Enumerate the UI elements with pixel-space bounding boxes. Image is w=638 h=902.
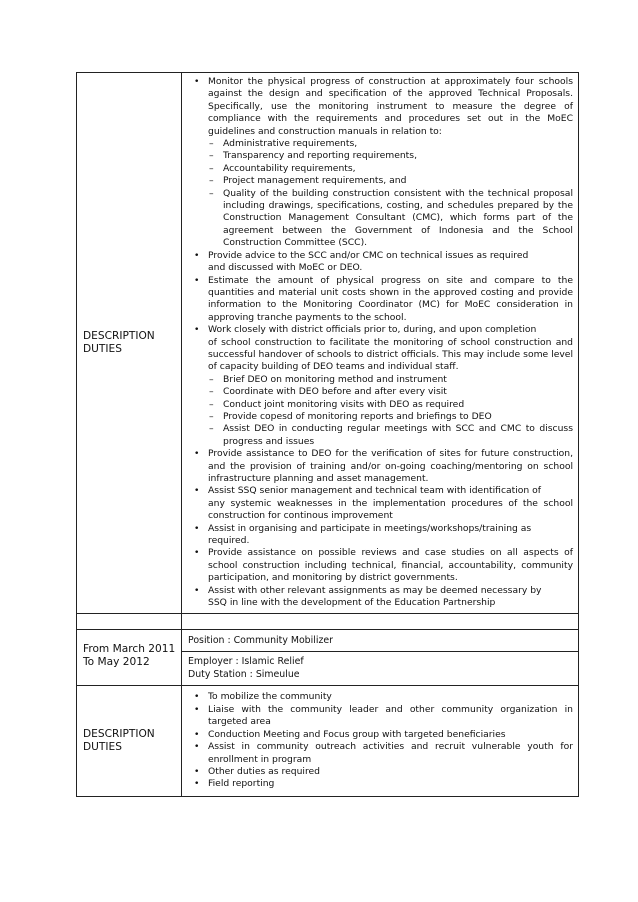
duty-item: • Provide assistance on possible reviews and case studies on all aspects of school construction including technical, financial, accountability, community participation, and monitoring by district governments.	[186, 547, 573, 584]
duty-subitem: – Coordinate with DEO before and after every visit	[208, 386, 573, 398]
description-duties-label-cell	[77, 73, 182, 614]
spacer-cell	[77, 614, 182, 630]
duty-item: • Conduction Meeting and Focus group with targeted beneficiaries	[186, 729, 573, 741]
duty-item: • Assist with other relevant assignments as may be deemed necessary by SSQ in line with the development of the Education Partnership	[186, 585, 573, 610]
job-position: Position : Community Mobilizer	[188, 635, 333, 647]
duty-subitems	[208, 374, 573, 448]
duty-subitem: – Assist DEO in conducting regular meetings with SCC and CMC to discuss progress and issues	[208, 423, 573, 448]
duty-item: • Other duties as required	[186, 766, 573, 778]
spacer-cell	[182, 614, 579, 630]
duty-subitem: – Transparency and reporting requirements,	[208, 150, 573, 162]
duty-subitem: – Conduct joint monitoring visits with DEO as required	[208, 399, 573, 411]
job-position-cell	[182, 630, 579, 652]
duty-item: • Provide assistance to DEO for the verification of sites for future construction, and the provision of training and/or on-going coaching/mentoring on school infrastructure planning and asset management.	[186, 448, 573, 485]
duty-item: • Estimate the amount of physical progress on site and compare to the quantities and material unit costs shown in the approved costing and provide information to the Monitoring Coordinator (MC) for MoEC consideration in approving tranche payments to the school.	[186, 275, 573, 325]
duty-item: • Liaise with the community leader and other community organization in targeted area	[186, 704, 573, 729]
duty-item: • Field reporting	[186, 778, 573, 790]
description-duties-label: DESCRIPTION DUTIES	[83, 728, 155, 754]
duty-item: • Provide advice to the SCC and/or CMC on technical issues as required and discussed with MoEC or DEO.	[186, 250, 573, 275]
duty-subitem: – Accountability requirements,	[208, 163, 573, 175]
experience-table	[76, 72, 579, 797]
job-period: From March 2011 To May 2012	[83, 643, 176, 669]
description-duties-label: DESCRIPTION DUTIES	[83, 330, 155, 356]
duties-list	[186, 76, 573, 609]
job-period-cell	[77, 630, 182, 686]
duty-subitem: – Administrative requirements,	[208, 138, 573, 150]
job-employer: Employer : Islamic Relief	[188, 656, 304, 668]
job-employer-cell	[182, 652, 579, 686]
duties-cell-2	[182, 686, 579, 797]
duty-subitem: – Quality of the building construction consistent with the technical proposal including drawings, specifications, costing, and schedules prepared by the Construction Management Consultant (CMC), which forms part of the agreement between the Government of Indonesia and the School Construction Committee (SCC).	[208, 188, 573, 250]
duties-cell	[182, 73, 579, 614]
duty-subitem: – Project management requirements, and	[208, 175, 573, 187]
duty-item: • Work closely with district officials prior to, during, and upon completion of school construction to facilitate the monitoring of school construction and successful handover of schools to district officials. This may include some level of capacity building of DEO teams and individual staff. – Brief DEO on monitoring method and instrument – Coordinate with DEO before and after every visit – Conduct joint monitoring visits with DEO as required – Provide copesd of monitoring reports and briefings to DEO – Assist DEO in conducting regular meetings with SCC and CMC to discuss progress and issues	[186, 324, 573, 448]
duty-subitem: – Brief DEO on monitoring method and instrument	[208, 374, 573, 386]
duty-item: • Monitor the physical progress of construction at approximately four schools against the design and specification of the approved Technical Proposals. Specifically, use the monitoring instrument to measure the degree of compliance with the requirements and procedures set out in the MoEC guidelines and construction manuals in relation to: – Administrative requirements, – Transparency and reporting requirements, – Accountability requirements, – Project management requirements, and – Quality of the building construction consistent with the technical proposal including drawings, specifications, costing, and schedules prepared by the Construction Management Consultant (CMC), which forms part of the agreement between the Government of Indonesia and the School Construction Committee (SCC).	[186, 76, 573, 250]
duty-item: • Assist SSQ senior management and technical team with identification of any systemic weaknesses in the implementation procedures of the school construction for continous improvement	[186, 485, 573, 522]
job-duty-station: Duty Station : Simeulue	[188, 668, 300, 680]
duty-item: • Assist in community outreach activities and recruit vulnerable youth for enrollment in program	[186, 741, 573, 766]
duty-item: • Assist in organising and participate in meetings/workshops/training as required.	[186, 523, 573, 548]
duty-item: • To mobilize the community	[186, 691, 573, 703]
duties-list-2	[186, 691, 573, 790]
duty-subitem: – Provide copesd of monitoring reports and briefings to DEO	[208, 411, 573, 423]
description-duties-label-cell-2	[77, 686, 182, 797]
duty-subitems	[208, 138, 573, 250]
